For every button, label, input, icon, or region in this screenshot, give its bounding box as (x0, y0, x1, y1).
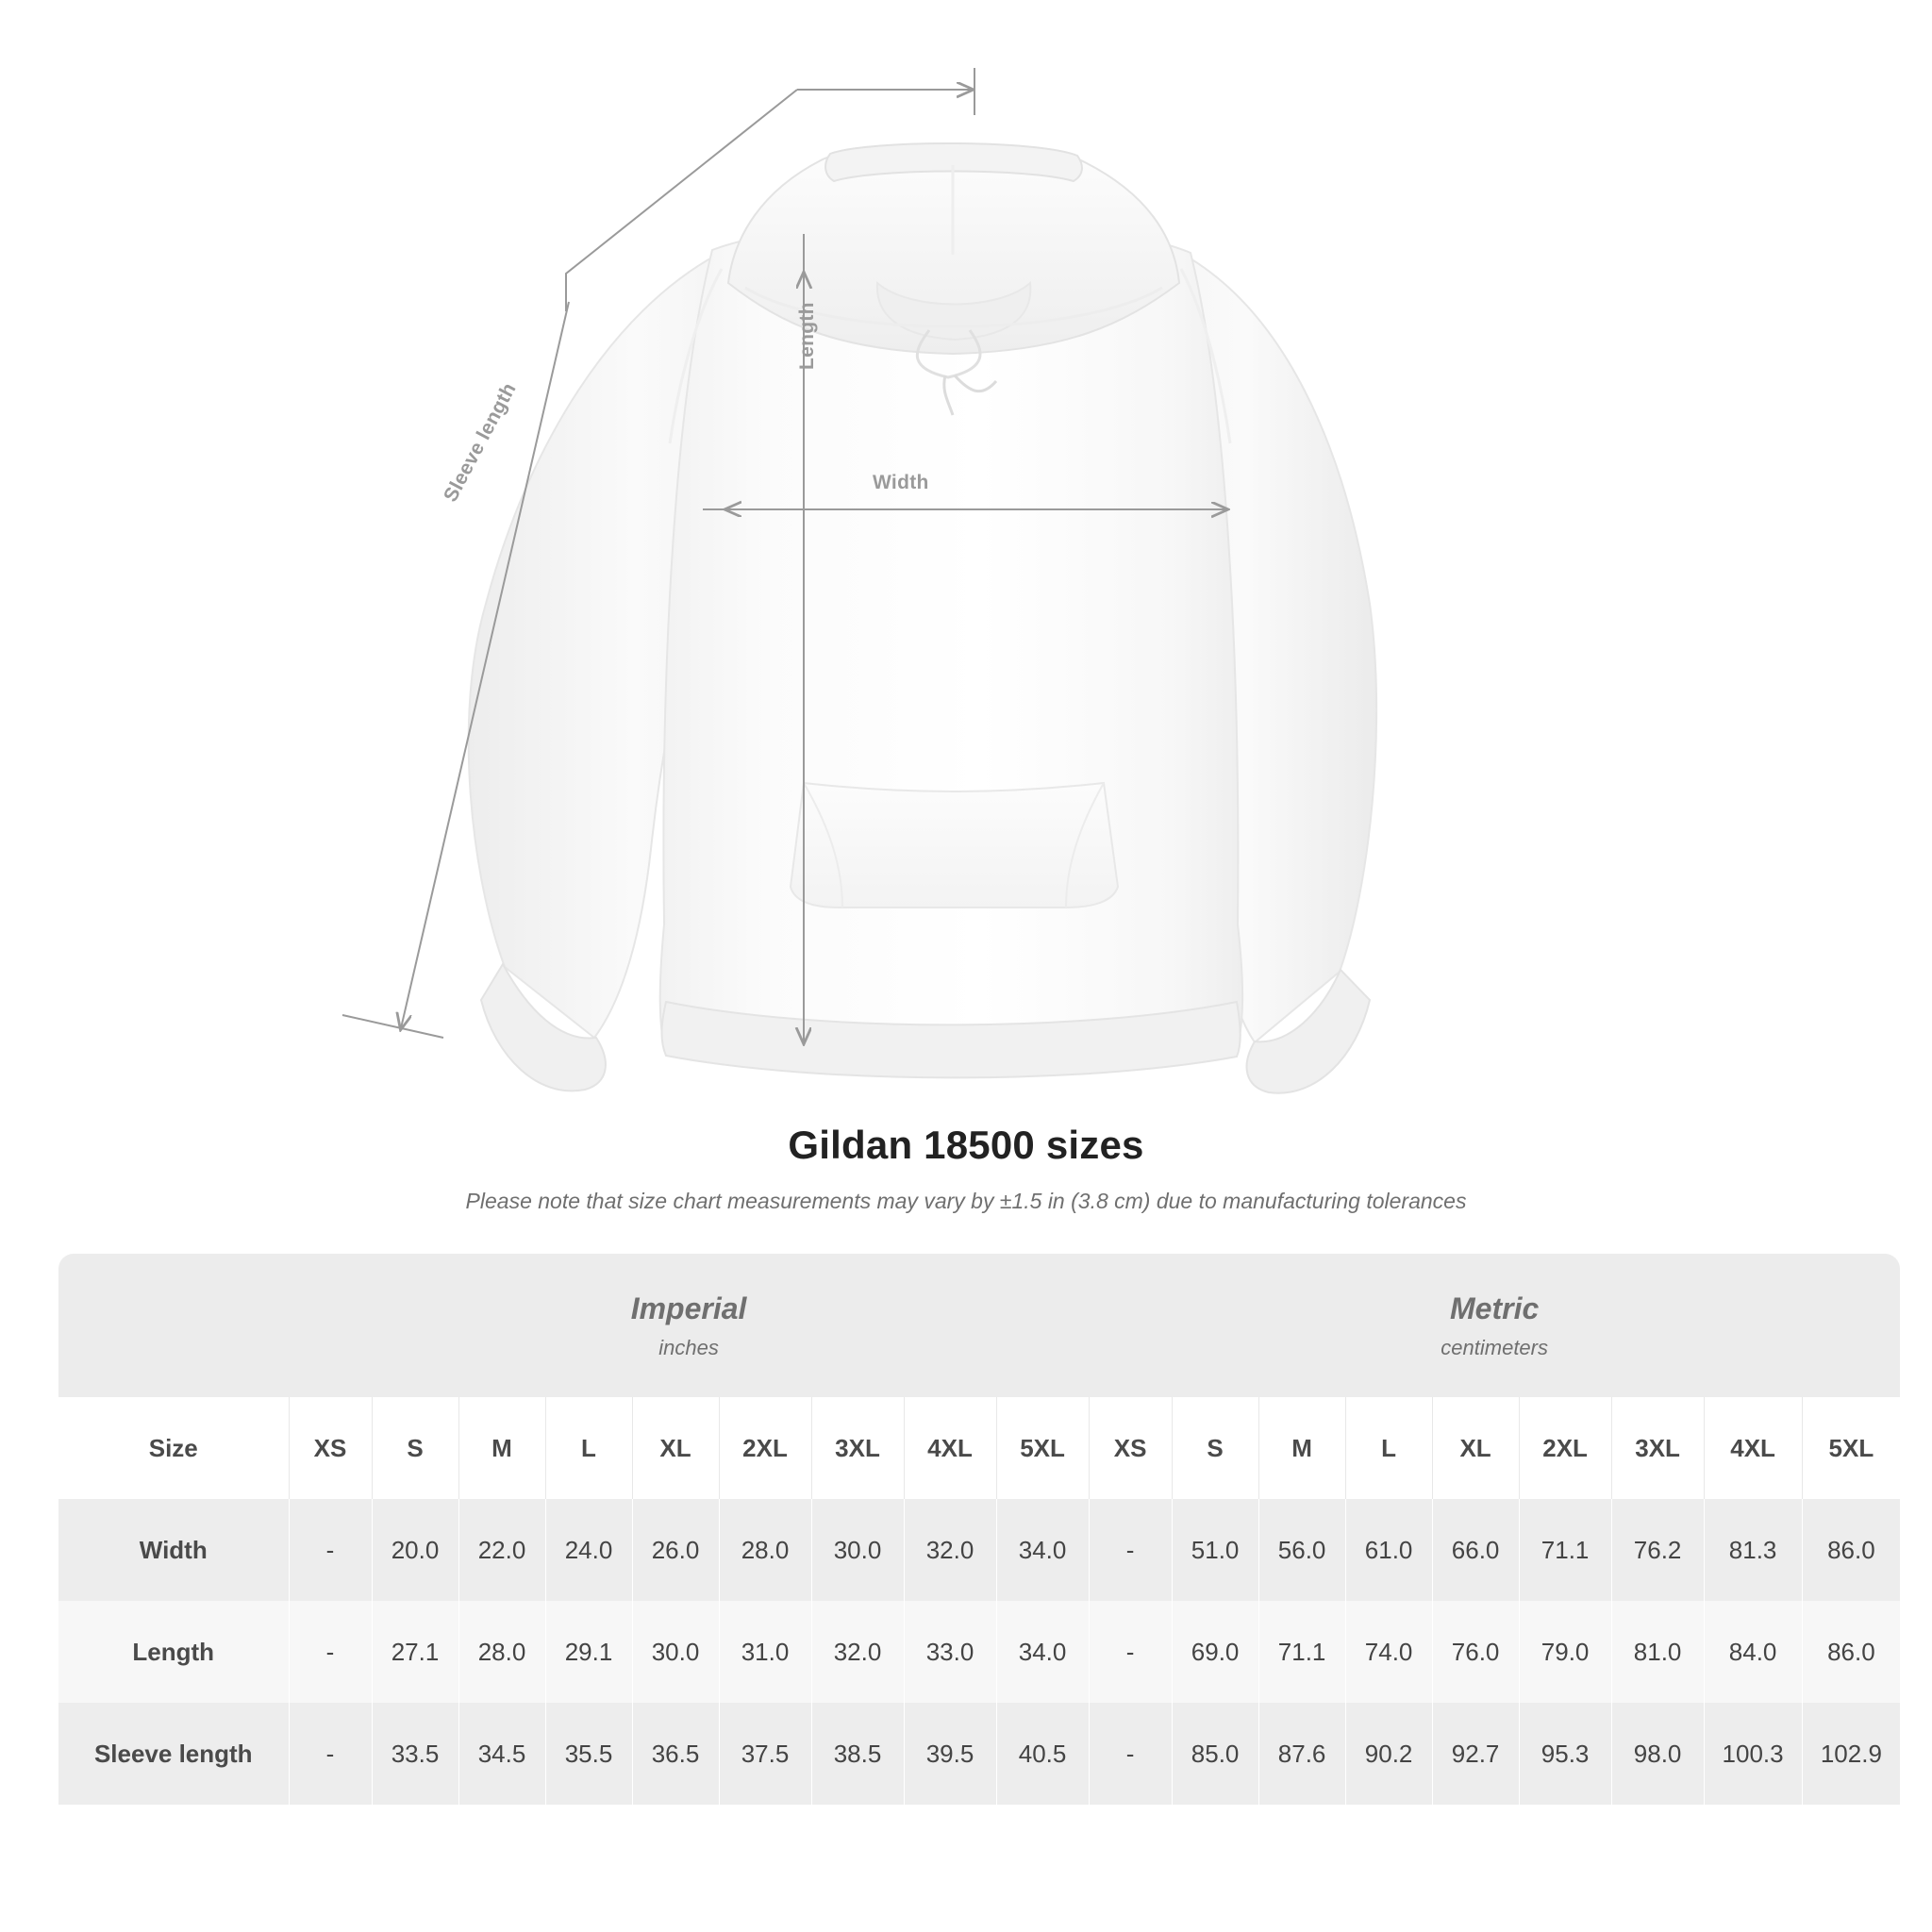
table-row (58, 1703, 1900, 1805)
cell-length-imperial-l: 29.1 (545, 1601, 632, 1703)
header-size-metric-xs: XS (1089, 1397, 1172, 1499)
cell-width-metric-xl: 66.0 (1432, 1499, 1519, 1601)
cell-width-metric-3xl: 76.2 (1611, 1499, 1704, 1601)
header-size-imperial-s: S (372, 1397, 458, 1499)
page-title: Gildan 18500 sizes (788, 1123, 1144, 1167)
cell-sleeve-metric-3xl: 98.0 (1611, 1703, 1704, 1805)
cell-length-imperial-m: 28.0 (458, 1601, 545, 1703)
cell-width-imperial-xl: 26.0 (632, 1499, 719, 1601)
cell-sleeve-imperial-s: 33.5 (372, 1703, 458, 1805)
unit-group-imperial-sub: inches (658, 1335, 719, 1359)
header-size-imperial-xs: XS (289, 1397, 372, 1499)
header-size-imperial-l: L (545, 1397, 632, 1499)
cell-width-imperial-m: 22.0 (458, 1499, 545, 1601)
cell-width-metric-m: 56.0 (1258, 1499, 1345, 1601)
size-table-wrapper (58, 1254, 1882, 1805)
cell-sleeve-imperial-5xl: 40.5 (996, 1703, 1089, 1805)
tolerance-note: Please note that size chart measurements may vary by ±1.5 in (3.8 cm) due to manufacturing tolerances (465, 1189, 1467, 1213)
cell-sleeve-imperial-l: 35.5 (545, 1703, 632, 1805)
cell-length-metric-4xl: 84.0 (1704, 1601, 1802, 1703)
table-row (58, 1499, 1900, 1601)
header-size-imperial-2xl: 2XL (719, 1397, 811, 1499)
cell-sleeve-metric-xs: - (1089, 1703, 1172, 1805)
cell-width-metric-l: 61.0 (1345, 1499, 1432, 1601)
unit-header-row (58, 1254, 1900, 1397)
cell-sleeve-metric-5xl: 102.9 (1802, 1703, 1900, 1805)
title-block (0, 1123, 1932, 1214)
dimension-label-length: Length (796, 302, 818, 370)
dimension-label-width: Width (873, 472, 929, 493)
unit-group-imperial-name: Imperial (630, 1291, 747, 1325)
cell-sleeve-imperial-m: 34.5 (458, 1703, 545, 1805)
header-size-imperial-3xl: 3XL (811, 1397, 904, 1499)
cell-sleeve-imperial-xl: 36.5 (632, 1703, 719, 1805)
cell-length-metric-3xl: 81.0 (1611, 1601, 1704, 1703)
header-size-metric-xl: XL (1432, 1397, 1519, 1499)
cell-sleeve-metric-2xl: 95.3 (1519, 1703, 1611, 1805)
header-size-metric-3xl: 3XL (1611, 1397, 1704, 1499)
cell-sleeve-imperial-4xl: 39.5 (904, 1703, 996, 1805)
header-size-imperial-m: M (458, 1397, 545, 1499)
header-size-imperial-5xl: 5XL (996, 1397, 1089, 1499)
cell-length-imperial-4xl: 33.0 (904, 1601, 996, 1703)
cell-sleeve-metric-xl: 92.7 (1432, 1703, 1519, 1805)
header-size-imperial-xl: XL (632, 1397, 719, 1499)
cell-length-metric-s: 69.0 (1172, 1601, 1258, 1703)
header-size-label: Size (58, 1397, 289, 1499)
cell-sleeve-metric-s: 85.0 (1172, 1703, 1258, 1805)
header-size-imperial-4xl: 4XL (904, 1397, 996, 1499)
cell-width-imperial-5xl: 34.0 (996, 1499, 1089, 1601)
cell-sleeve-metric-4xl: 100.3 (1704, 1703, 1802, 1805)
cell-width-metric-5xl: 86.0 (1802, 1499, 1900, 1601)
cell-length-metric-5xl: 86.0 (1802, 1601, 1900, 1703)
cell-width-imperial-4xl: 32.0 (904, 1499, 996, 1601)
header-size-metric-2xl: 2XL (1519, 1397, 1611, 1499)
row-label-sleeve-length: Sleeve length (58, 1703, 289, 1805)
cell-width-imperial-3xl: 30.0 (811, 1499, 904, 1601)
row-label-width: Width (58, 1499, 289, 1601)
cell-width-imperial-s: 20.0 (372, 1499, 458, 1601)
cell-length-imperial-s: 27.1 (372, 1601, 458, 1703)
cell-width-metric-xs: - (1089, 1499, 1172, 1601)
unit-group-metric-name: Metric (1450, 1291, 1540, 1325)
cell-width-metric-s: 51.0 (1172, 1499, 1258, 1601)
header-size-metric-4xl: 4XL (1704, 1397, 1802, 1499)
cell-sleeve-imperial-2xl: 37.5 (719, 1703, 811, 1805)
cell-length-imperial-xl: 30.0 (632, 1601, 719, 1703)
unit-header-spacer (58, 1254, 289, 1397)
cell-length-metric-m: 71.1 (1258, 1601, 1345, 1703)
size-table (58, 1254, 1900, 1805)
cell-length-metric-l: 74.0 (1345, 1601, 1432, 1703)
cell-width-imperial-xs: - (289, 1499, 372, 1601)
cell-sleeve-metric-l: 90.2 (1345, 1703, 1432, 1805)
cell-width-metric-4xl: 81.3 (1704, 1499, 1802, 1601)
header-size-metric-5xl: 5XL (1802, 1397, 1900, 1499)
cell-sleeve-imperial-3xl: 38.5 (811, 1703, 904, 1805)
cell-length-metric-xl: 76.0 (1432, 1601, 1519, 1703)
header-size-metric-m: M (1258, 1397, 1345, 1499)
size-header-row (58, 1397, 1900, 1499)
cell-length-imperial-5xl: 34.0 (996, 1601, 1089, 1703)
cell-length-imperial-3xl: 32.0 (811, 1601, 904, 1703)
row-label-length: Length (58, 1601, 289, 1703)
header-size-metric-l: L (1345, 1397, 1432, 1499)
table-row (58, 1601, 1900, 1703)
cell-length-metric-2xl: 79.0 (1519, 1601, 1611, 1703)
cell-sleeve-metric-m: 87.6 (1258, 1703, 1345, 1805)
cell-width-metric-2xl: 71.1 (1519, 1499, 1611, 1601)
unit-group-metric (1089, 1254, 1900, 1397)
cell-length-imperial-xs: - (289, 1601, 372, 1703)
unit-group-metric-sub: centimeters (1441, 1335, 1548, 1359)
cell-length-imperial-2xl: 31.0 (719, 1601, 811, 1703)
cell-length-metric-xs: - (1089, 1601, 1172, 1703)
cell-sleeve-imperial-xs: - (289, 1703, 372, 1805)
dimension-label-sleeve-length: Sleeve length (440, 379, 521, 506)
cell-width-imperial-2xl: 28.0 (719, 1499, 811, 1601)
unit-group-imperial (289, 1254, 1089, 1397)
header-size-metric-s: S (1172, 1397, 1258, 1499)
cell-width-imperial-l: 24.0 (545, 1499, 632, 1601)
